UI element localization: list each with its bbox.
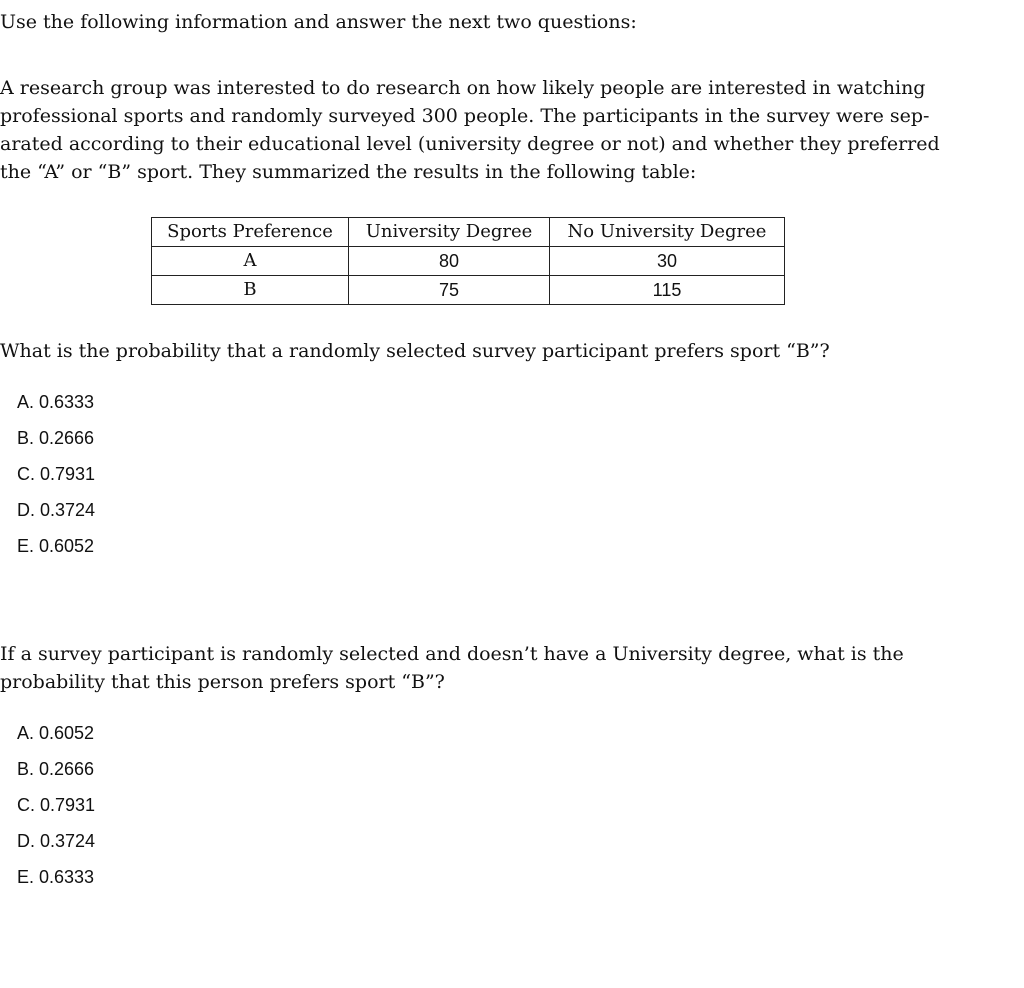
option-c: C. 0.7931 — [17, 464, 96, 484]
option-e: E. 0.6333 — [17, 867, 95, 887]
survey-table — [151, 217, 785, 305]
table-cell: 30 — [550, 247, 785, 276]
context-line: arated according to their educational level (university degree or not) and whether they preferred — [0, 133, 940, 155]
option-b: B. 0.2666 — [17, 428, 95, 448]
context-line: professional sports and randomly surveyed 300 people. The participants in the survey were sep- — [0, 105, 930, 127]
question-2-text — [0, 640, 940, 696]
table-cell: 75 — [349, 276, 550, 305]
option-d: D. 0.3724 — [17, 500, 96, 520]
table-cell: 80 — [349, 247, 550, 276]
option-c: C. 0.7931 — [17, 795, 96, 815]
option-b: B. 0.2666 — [17, 759, 95, 779]
header-university-degree: University Degree — [349, 218, 550, 247]
option-e: E. 0.6052 — [17, 536, 95, 556]
question-2-options — [17, 715, 95, 895]
intro-text: Use the following information and answer the next two questions: — [0, 11, 637, 33]
row-label: A — [152, 247, 349, 276]
question-1-options — [17, 384, 95, 564]
context-paragraph — [0, 74, 940, 186]
table-row — [152, 276, 785, 305]
question-2-line: probability that this person prefers sport “B”? — [0, 671, 445, 693]
question-1-text: What is the probability that a randomly selected survey participant prefers sport “B”? — [0, 340, 830, 362]
row-label: B — [152, 276, 349, 305]
option-a: A. 0.6333 — [17, 392, 95, 412]
table-row — [152, 247, 785, 276]
header-no-university-degree: No University Degree — [550, 218, 785, 247]
option-a: A. 0.6052 — [17, 723, 95, 743]
option-d: D. 0.3724 — [17, 831, 96, 851]
header-sports-preference: Sports Preference — [152, 218, 349, 247]
table-cell: 115 — [550, 276, 785, 305]
context-line: A research group was interested to do research on how likely people are interested in watching — [0, 77, 926, 99]
question-2-line: If a survey participant is randomly selected and doesn’t have a University degree, what is the — [0, 643, 904, 665]
table-header-row — [152, 218, 785, 247]
context-line: the “A” or “B” sport. They summarized the results in the following table: — [0, 161, 697, 183]
